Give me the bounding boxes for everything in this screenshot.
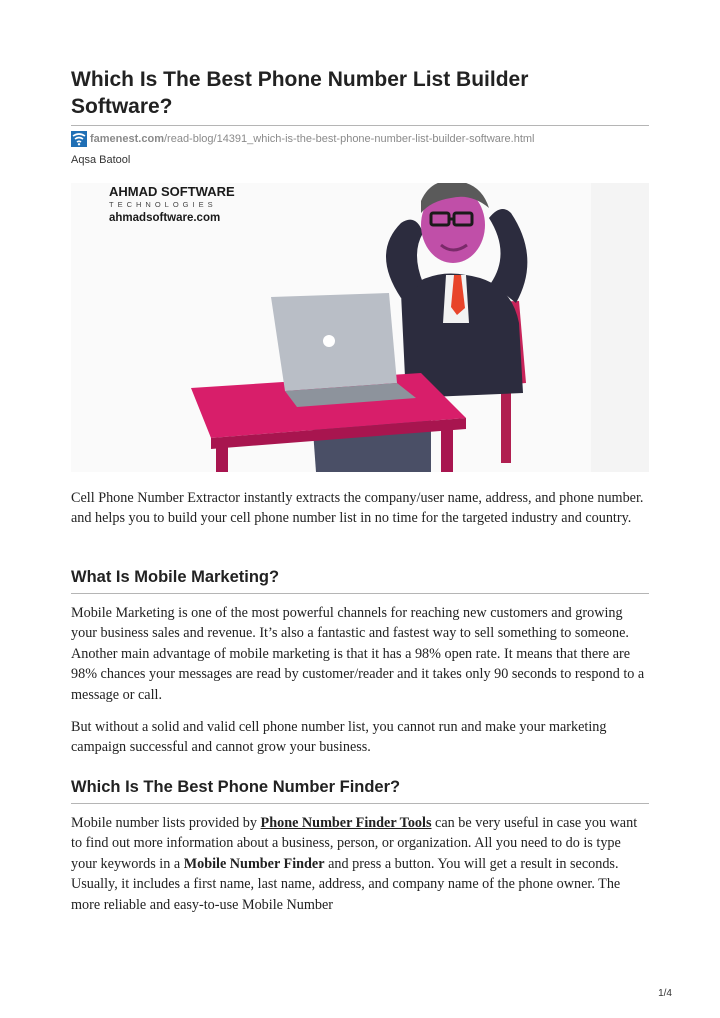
phone-number-finder-tools-link[interactable]: Phone Number Finder Tools xyxy=(260,815,432,831)
source-path-link[interactable]: /read-blog/14391_which-is-the-best-phone-number-list-builder-software.html xyxy=(163,133,535,145)
phone-finder-text-2: can be very useful in case you want to find out more information about a business, person, or organization. All you need to do is type your keywords in a xyxy=(71,815,638,872)
phone-finder-text-3: and press a button. You will get a result in seconds. Usually, it includes a first name, last name, address, and company name of the phone owner. The more reliable and easy-to-use Mobile Number xyxy=(71,855,621,913)
page-title: Which Is The Best Phone Number List Builder Software? xyxy=(71,68,529,118)
mobile-marketing-paragraph-2: But without a solid and valid cell phone number list, you cannot run and make your marketing campaign successful and cannot grow your business. xyxy=(71,719,607,756)
section2-divider xyxy=(71,803,649,804)
page-number: 1/4 xyxy=(658,988,672,999)
source-line xyxy=(71,131,535,147)
mobile-marketing-paragraph-1: Mobile Marketing is one of the most powerful channels for reaching new customers and growing your business sales and revenue. It’s also a fantastic and fastest way to sell something to someone. Another main advantage of mobile marketing is that it has a 98% open rate. It means that there are 98% chances your messages are read by customer/reader and it takes only 90 seconds to respond to a message or call. xyxy=(71,605,645,703)
intro-paragraph: Cell Phone Number Extractor instantly extracts the company/user name, address, and phone number. and helps you to build your cell phone number list in no time for the targeted industry and country. xyxy=(71,490,644,527)
phone-finder-paragraph xyxy=(71,813,649,915)
site-favicon-icon xyxy=(71,131,87,147)
logo-line3: ahmadsoftware.com xyxy=(109,212,221,224)
title-divider xyxy=(71,125,649,126)
logo-line1: AHMAD SOFTWARE xyxy=(109,184,235,199)
section-heading-phone-number-finder: Which Is The Best Phone Number Finder? xyxy=(71,778,401,796)
hero-image xyxy=(71,183,649,472)
phone-finder-text-1: Mobile number lists provided by xyxy=(71,815,261,831)
section1-divider xyxy=(71,593,649,594)
author-name: Aqsa Batool xyxy=(71,154,131,166)
company-logo xyxy=(109,184,235,224)
mobile-number-finder-bold: Mobile Number Finder xyxy=(183,855,325,872)
source-domain-link[interactable]: famenest.com xyxy=(90,133,164,145)
section-heading-mobile-marketing: What Is Mobile Marketing? xyxy=(71,568,280,586)
logo-line2: TECHNOLOGIES xyxy=(109,200,217,209)
